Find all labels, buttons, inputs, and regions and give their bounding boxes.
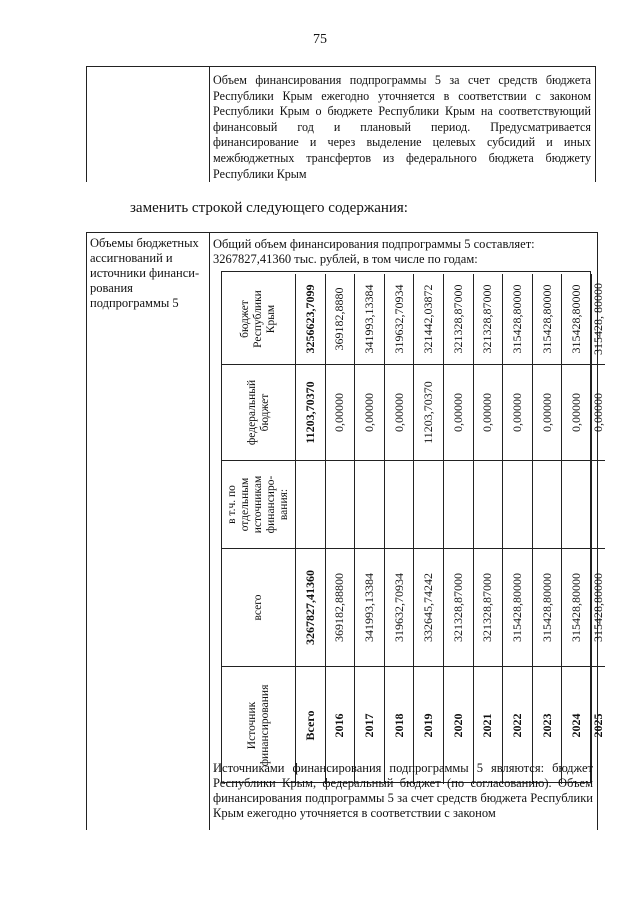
total-funding-line-2: 3267827,41360 тыс. рублей, в том числе по годам: <box>213 252 478 266</box>
table-year-cell: 2021 <box>474 666 504 784</box>
table-value-cell: 321328,87000 <box>474 548 504 666</box>
table-value-cell: 315428,80000 <box>533 274 563 364</box>
table-value-cell: 321328,87000 <box>474 274 504 364</box>
previous-row-text: Объем финансирования подпрограммы 5 за счет средств бюджета Республики Крым ежегодно уточняется в соответствии с законом Республики Крым о бюджете Республики Крым на соответствующий финансовый год и плановый период. Предусматривается финансирование и через выделение целевых субсидий и иных межбюджетных трансфертов из федерального бюджета бюджету Республики Крым <box>213 73 591 181</box>
table-header-cell: бюджет Республики Крым <box>222 274 296 364</box>
table-value-cell: 319632,70934 <box>385 548 415 666</box>
table-year-cell: 2025 <box>592 666 605 784</box>
table-year-cell: 2018 <box>385 666 415 784</box>
funding-by-year-table <box>221 271 605 783</box>
replacement-instruction: заменить строкой следующего содержания: <box>130 200 408 216</box>
previous-row-fragment <box>86 66 596 182</box>
table-value-cell <box>355 460 385 548</box>
funding-by-year-grid <box>222 272 605 784</box>
table-value-cell: 0,00000 <box>474 364 504 460</box>
table-value-cell: 315428,80000 <box>533 548 563 666</box>
table-value-cell <box>503 460 533 548</box>
table-value-cell: 0,00000 <box>385 364 415 460</box>
page-number: 75 <box>313 32 327 47</box>
table-year-cell: 2019 <box>414 666 444 784</box>
table-value-cell <box>562 460 592 548</box>
funding-sources-text <box>213 761 593 821</box>
table-value-cell: 0,00000 <box>533 364 563 460</box>
table-value-cell <box>474 460 504 548</box>
table-value-cell: 3267827,41360 <box>296 548 326 666</box>
table-value-cell: 341993,13384 <box>355 548 385 666</box>
table-value-cell: 369182,8880 <box>326 274 356 364</box>
total-funding-text <box>213 237 593 267</box>
table-value-cell: 11203,70370 <box>414 364 444 460</box>
table-value-cell <box>414 460 444 548</box>
table-value-cell: 315428,80000 <box>592 548 605 666</box>
table-value-cell: 319632,70934 <box>385 274 415 364</box>
table-year-cell: Всего <box>296 666 326 784</box>
table-value-cell: 321442,03872 <box>414 274 444 364</box>
table-header-cell: Источник финансирования <box>222 666 296 784</box>
previous-row-label-cell <box>86 66 210 182</box>
table-value-cell: 321328,87000 <box>444 548 474 666</box>
table-header-cell: в т.ч. по отдельным источникам финансиро-вания: <box>222 460 296 548</box>
table-value-cell <box>385 460 415 548</box>
table-value-cell: 0,00000 <box>444 364 474 460</box>
table-year-cell: 2020 <box>444 666 474 784</box>
table-value-cell: 315428, 80000 <box>590 283 605 355</box>
table-value-cell: 0,00000 <box>592 364 605 460</box>
table-year-cell: 2017 <box>355 666 385 784</box>
table-value-cell <box>592 460 605 548</box>
table-value-cell <box>533 460 563 548</box>
funding-row-label: Объемы бюджетных ассигнований и источники финанси-рования подпрограммы 5 <box>86 232 210 830</box>
table-value-cell: 315428,80000 <box>562 274 592 364</box>
table-value-cell: 369182,88800 <box>326 548 356 666</box>
table-value-cell <box>444 460 474 548</box>
table-value-cell: 315428,80000 <box>503 548 533 666</box>
table-value-cell: 321328,87000 <box>444 274 474 364</box>
table-value-cell: 0,00000 <box>562 364 592 460</box>
funding-sources-paragraph: Источниками финансирования подпрограммы 5 являются: бюджет Республики Крым, федеральный бюджет (по согласованию). Объем финансирования подпрограммы 5 за счет средств бюджета Республики Крым ежегодно уточняется в соответствии с законом <box>213 761 593 820</box>
table-value-cell <box>296 460 326 548</box>
table-value-cell: 341993,13384 <box>355 274 385 364</box>
table-value-cell: 11203,70370 <box>296 364 326 460</box>
table-value-cell: 315428,80000 <box>562 548 592 666</box>
table-year-cell: 2024 <box>562 666 592 784</box>
table-value-cell <box>326 460 356 548</box>
previous-row-content-cell <box>209 66 596 182</box>
table-year-cell: 2016 <box>326 666 356 784</box>
table-value-cell: 315428,80000 <box>503 274 533 364</box>
table-value-cell: 332645,74242 <box>414 548 444 666</box>
table-header-cell: федеральный бюджет <box>222 364 296 460</box>
table-header-cell: всего <box>222 548 296 666</box>
total-funding-line-1: Общий объем финансирования подпрограммы 5 составляет: <box>213 237 535 251</box>
table-value-cell: 0,00000 <box>503 364 533 460</box>
table-value-cell: 0,00000 <box>355 364 385 460</box>
table-year-cell: 2022 <box>503 666 533 784</box>
table-value-cell: 3256623,7099 <box>296 274 326 364</box>
funding-row-content <box>209 232 605 830</box>
table-value-cell: 0,00000 <box>326 364 356 460</box>
funding-row <box>86 232 605 830</box>
table-year-cell: 2023 <box>533 666 563 784</box>
